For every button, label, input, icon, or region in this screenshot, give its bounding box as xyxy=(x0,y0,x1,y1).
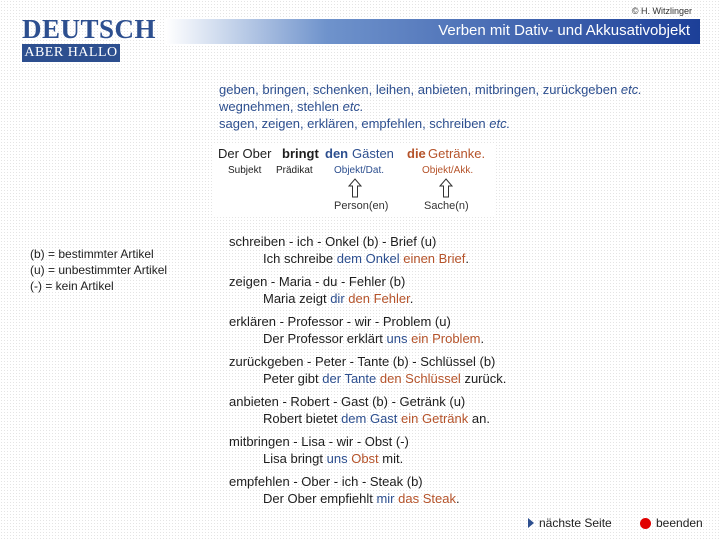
sentence-part: Robert bietet xyxy=(263,411,338,426)
sentence-end: . xyxy=(409,291,414,306)
accusative-object: ein Problem xyxy=(411,331,481,346)
sentence-end: . xyxy=(465,251,469,266)
example-item xyxy=(229,233,506,267)
stop-circle-icon xyxy=(640,518,651,529)
example-prompt: anbieten - Robert - Gast (b) - Getränk (u) xyxy=(229,394,466,409)
article-legend xyxy=(30,246,167,294)
example-sentence xyxy=(229,250,506,267)
sentence-end: zurück. xyxy=(464,371,507,386)
sentence-end: an. xyxy=(471,411,490,426)
label-objekt-dat: Objekt/Dat. xyxy=(334,165,385,176)
sentence-part: Lisa bringt xyxy=(263,451,323,466)
example-item xyxy=(229,393,506,427)
example-prompt: zurückgeben - Peter - Tante (b) - Schlüssel (b) xyxy=(229,354,496,369)
label-praedikat: Prädikat xyxy=(276,165,313,176)
sentence-part: Der Ober empfiehlt xyxy=(263,491,373,506)
label-objekt-akk: Objekt/Akk. xyxy=(422,165,474,176)
dative-object: uns xyxy=(326,451,348,466)
role-sache: Sache(n) xyxy=(424,200,469,212)
play-triangle-icon xyxy=(528,518,534,528)
logo-title: DEUTSCH xyxy=(22,14,157,44)
example-sentence xyxy=(229,370,506,387)
next-page-button[interactable] xyxy=(528,516,612,530)
example-prompt: schreiben - ich - Onkel (b) - Brief (u) xyxy=(229,234,437,249)
sentence-end: . xyxy=(455,491,460,506)
title-bar xyxy=(166,19,700,44)
sentence-part: Peter gibt xyxy=(263,371,319,386)
verb-line-etc: etc. xyxy=(342,99,364,114)
sentence-part: Maria zeigt xyxy=(263,291,327,306)
diagram-word-article-dat: den xyxy=(325,146,349,161)
diagram-word-noun-dat: Gästen xyxy=(352,146,394,161)
accusative-object: den Schlüssel xyxy=(379,371,461,386)
accusative-object: ein Getränk xyxy=(401,411,469,426)
verb-line-text: geben, bringen, schenken, leihen, anbieten, mitbringen, zurückgeben xyxy=(219,82,618,97)
example-list xyxy=(229,233,506,513)
sentence-part: Der Professor erklärt xyxy=(263,331,383,346)
arrow-up-icon xyxy=(348,178,362,198)
dative-object: dem Gast xyxy=(341,411,398,426)
example-item xyxy=(229,313,506,347)
diagram-word-subject: Der Ober xyxy=(218,146,272,161)
diagram-word-verb: bringt xyxy=(282,146,319,161)
diagram-word-article-akk: die xyxy=(407,146,426,161)
sentence-part: Ich schreibe xyxy=(263,251,334,266)
legend-item: (b) = bestimmter Artikel xyxy=(30,247,154,261)
example-sentence xyxy=(229,490,506,507)
verb-line xyxy=(219,98,642,115)
arrow-up-icon xyxy=(439,178,453,198)
verb-line-etc: etc. xyxy=(489,116,511,131)
verb-list xyxy=(219,81,642,132)
example-sentence xyxy=(229,330,506,347)
sentence-diagram xyxy=(214,144,496,216)
verb-line xyxy=(219,115,642,132)
sentence-end: . xyxy=(480,331,485,346)
accusative-object: das Steak xyxy=(398,491,456,506)
example-prompt: empfehlen - Ober - ich - Steak (b) xyxy=(229,474,423,489)
role-person: Person(en) xyxy=(334,200,389,212)
example-sentence xyxy=(229,450,506,467)
verb-line-text: wegnehmen, stehlen xyxy=(219,99,339,114)
page-title: Verben mit Dativ- und Akkusativobjekt xyxy=(438,22,690,39)
copyright-text: © H. Witzlinger xyxy=(631,6,692,16)
example-item xyxy=(229,273,506,307)
exit-button[interactable] xyxy=(640,516,703,530)
accusative-object: einen Brief xyxy=(403,251,466,266)
example-sentence xyxy=(229,410,506,427)
logo-subtitle: ABER HALLO xyxy=(22,44,120,62)
example-sentence xyxy=(229,290,506,307)
label-subjekt: Subjekt xyxy=(228,165,262,176)
dative-object: uns xyxy=(386,331,408,346)
dative-object: dem Onkel xyxy=(336,251,400,266)
legend-item: (u) = unbestimmter Artikel xyxy=(30,263,168,277)
dative-object: der Tante xyxy=(322,371,377,386)
example-prompt: zeigen - Maria - du - Fehler (b) xyxy=(229,274,406,289)
example-prompt: mitbringen - Lisa - wir - Obst (-) xyxy=(229,434,409,449)
legend-item: (-) = kein Artikel xyxy=(30,279,114,293)
dative-object: mir xyxy=(376,491,395,506)
example-item xyxy=(229,473,506,507)
diagram-word-noun-akk: Getränke. xyxy=(428,146,486,161)
example-item xyxy=(229,353,506,387)
dative-object: dir xyxy=(330,291,345,306)
accusative-object: den Fehler xyxy=(348,291,410,306)
verb-line-text: sagen, zeigen, erklären, empfehlen, schreiben xyxy=(219,116,486,131)
example-prompt: erklären - Professor - wir - Problem (u) xyxy=(229,314,451,329)
exit-label: beenden xyxy=(656,516,703,530)
example-item xyxy=(229,433,506,467)
verb-line-etc: etc. xyxy=(620,82,642,97)
next-page-label: nächste Seite xyxy=(539,516,612,530)
accusative-object: Obst xyxy=(351,451,379,466)
verb-line xyxy=(219,81,642,98)
sentence-end: mit. xyxy=(382,451,404,466)
